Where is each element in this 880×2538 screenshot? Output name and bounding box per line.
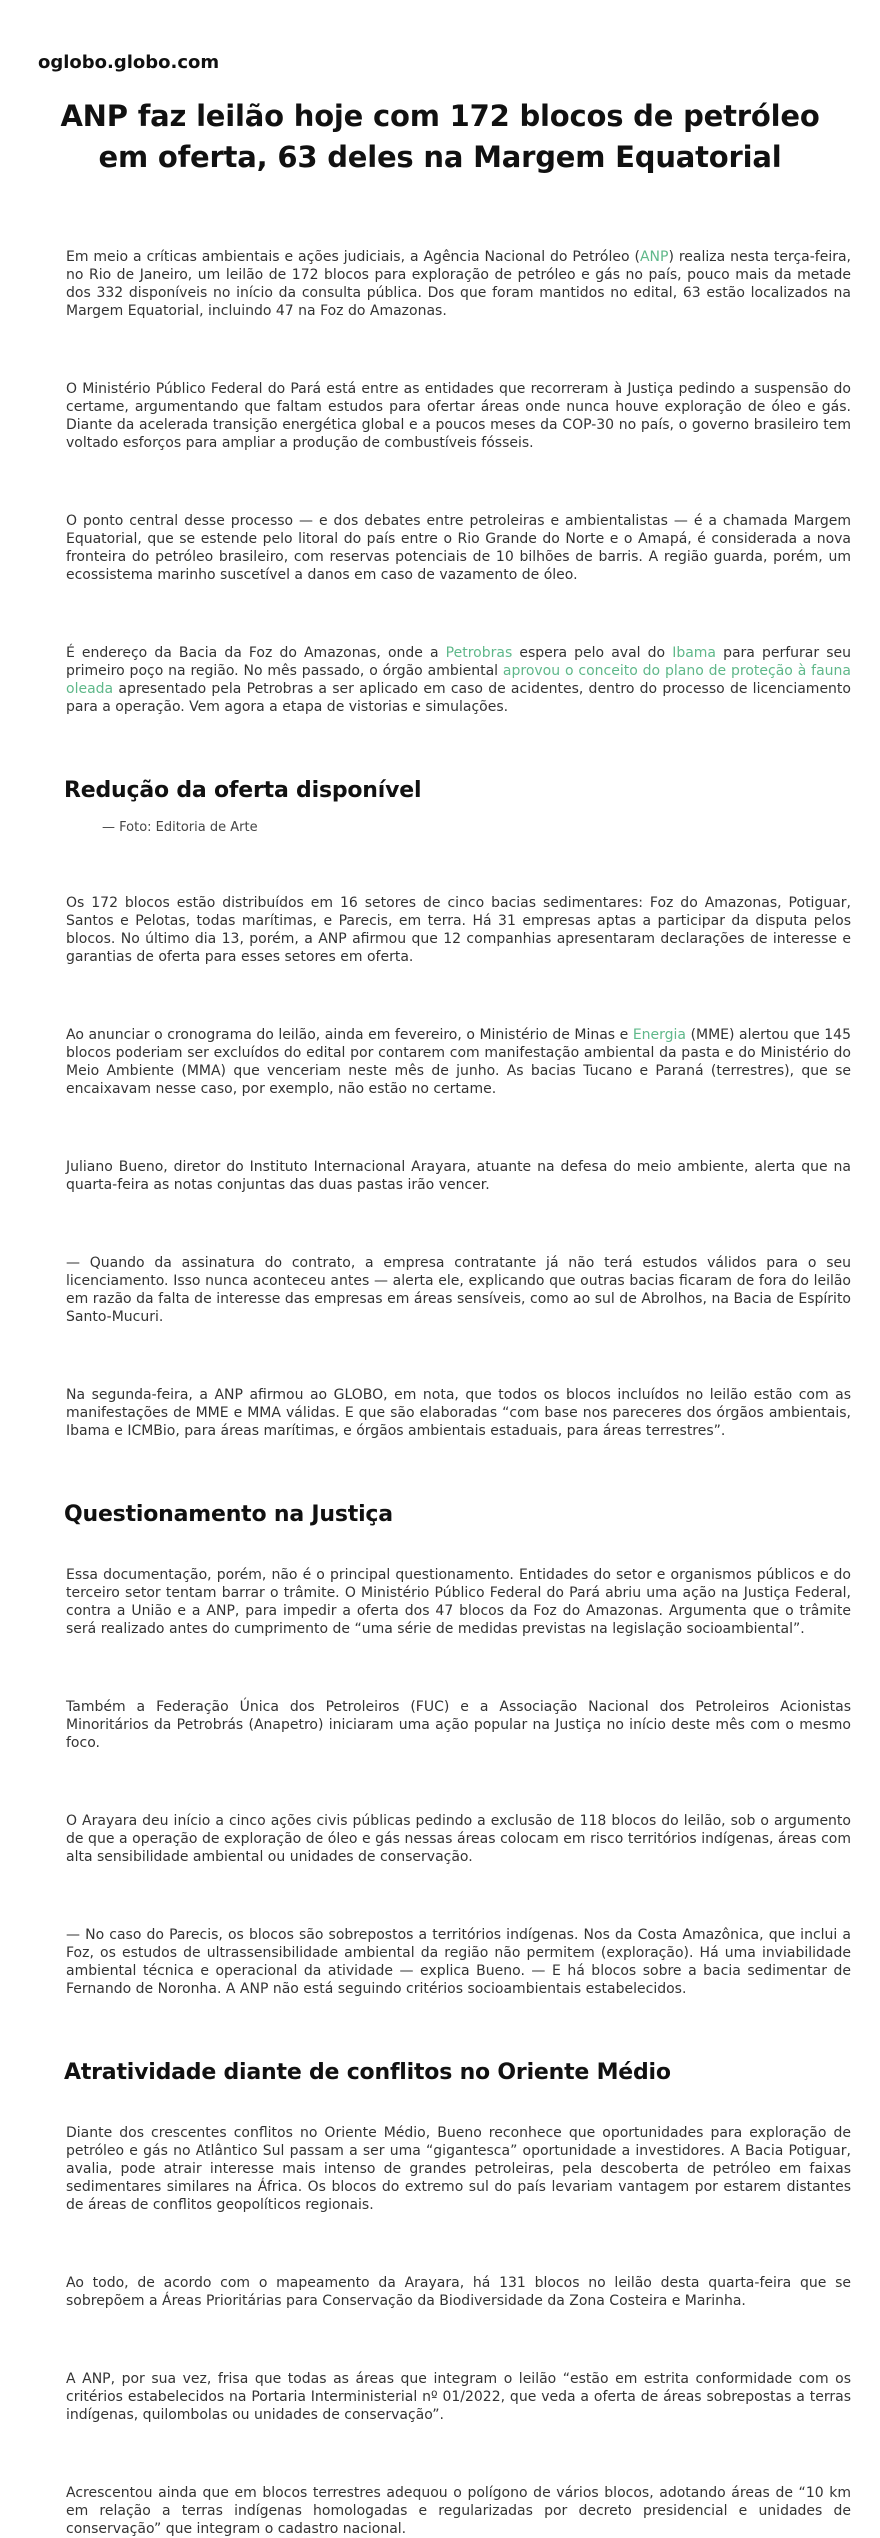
energia-link[interactable]: Energia bbox=[632, 1027, 687, 1043]
article-body bbox=[66, 248, 851, 2538]
article-title: ANP faz leilão hoje com 172 blocos de petróleo em oferta, 63 deles na Margem Equatorial bbox=[60, 99, 820, 174]
paragraph: Essa documentação, porém, não é o principal questionamento. Entidades do setor e organismos públicos e do terceiro setor tentam barrar o trâmite. O Ministério Público Federal do Pará abriu uma ação na Justiça Federal, contra a União e a ANP, para impedir a oferta dos 47 blocos da Foz do Amazonas. Argumenta que o trâmite será realizado antes do cumprimento de “uma série de medidas previstas na legislação socioambiental”. bbox=[66, 1567, 851, 1637]
anp-link[interactable]: ANP bbox=[639, 249, 669, 265]
paragraph: Acrescentou ainda que em blocos terrestres adequou o polígono de vários blocos, adotando áreas de “10 km em relação a terras indígenas homologadas e regularizadas por decreto presidencial e unidades de conservação” que integram o cadastro nacional. bbox=[66, 2485, 851, 2537]
section-heading: Atratividade diante de conflitos no Oriente Médio bbox=[64, 2060, 671, 2085]
paragraph: O Arayara deu início a cinco ações civis públicas pedindo a exclusão de 118 blocos do leilão, sob o argumento de que a operação de exploração de óleo e gás nessas áreas colocam em risco territórios indígenas, áreas com alta sensibilidade ambiental ou unidades de conservação. bbox=[66, 1813, 851, 1865]
paragraph: Também a Federação Única dos Petroleiros (FUC) e a Associação Nacional dos Petroleiros Acionistas Minoritários da Petrobrás (Anapetro) iniciaram uma ação popular na Justiça no início deste mês com o mesmo foco. bbox=[66, 1699, 851, 1751]
paragraph: Ao anunciar o cronograma do leilão, ainda em fevereiro, o Ministério de Minas e Energia (MME) alertou que 145 blocos poderiam ser excluídos do edital por contarem com manifestação ambiental da pasta e do Ministério do Meio Ambiente (MMA) que venceriam neste mês de junho. As bacias Tucano e Paraná (terrestres), que se encaixavam nesse caso, por exemplo, não estão no certame. bbox=[66, 1027, 851, 1097]
paragraph: — Quando da assinatura do contrato, a empresa contratante já não terá estudos válidos para o seu licenciamento. Isso nunca aconteceu antes — alerta ele, explicando que outras bacias ficaram de fora do leilão em razão da falta de interesse das empresas em áreas sensíveis, como ao sul de Abrolhos, na Bacia de Espírito Santo-Mucuri. bbox=[66, 1255, 851, 1325]
paragraph: O Ministério Público Federal do Pará está entre as entidades que recorreram à Justiça pedindo a suspensão do certame, argumentando que faltam estudos para ofertar áreas onde nunca houve exploração de óleo e gás. Diante da acelerada transição energética global e a poucos meses da COP-30 no país, o governo brasileiro tem voltado esforços para ampliar a produção de combustíveis fósseis. bbox=[66, 381, 851, 451]
paragraph: Os 172 blocos estão distribuídos em 16 setores de cinco bacias sedimentares: Foz do Amazonas, Potiguar, Santos e Pelotas, todas marítimas, e Parecis, em terra. Há 31 empresas aptas a participar da disputa pelos blocos. No último dia 13, porém, a ANP afirmou que 12 companhias apresentaram declarações de interesse e garantias de oferta para esses setores em oferta. bbox=[66, 895, 851, 965]
section-heading: Redução da oferta disponível bbox=[64, 778, 422, 803]
ibama-link[interactable]: Ibama bbox=[672, 645, 716, 661]
paragraph: Diante dos crescentes conflitos no Oriente Médio, Bueno reconhece que oportunidades para exploração de petróleo e gás no Atlântico Sul passam a ser uma “gigantesca” oportunidade a investidores. A Bacia Potiguar, avalia, pode atrair interesse mais intenso de grandes petroleiras, pela descoberta de petróleo em faixas sedimentares similares na África. Os blocos do extremo sul do país levariam vantagem por estarem distantes de áreas de conflitos geopolíticos regionais. bbox=[66, 2125, 851, 2213]
petrobras-link[interactable]: Petrobras bbox=[445, 645, 513, 661]
paragraph: — No caso do Parecis, os blocos são sobrepostos a territórios indígenas. Nos da Costa Amazônica, que inclui a Foz, os estudos de ultrassensibilidade ambiental da região não permitem (exploração). Há uma inviabilidade ambiental técnica e operacional da atividade — explica Bueno. — E há blocos sobre a bacia sedimentar de Fernando de Noronha. A ANP não está seguindo critérios socioambientais estabelecidos. bbox=[66, 1927, 851, 1997]
paragraph: A ANP, por sua vez, frisa que todas as áreas que integram o leilão “estão em estrita conformidade com os critérios estabelecidos na Portaria Interministerial nº 01/2022, que veda a oferta de áreas sobrepostas a terras indígenas, quilombolas ou unidades de conservação”. bbox=[66, 2371, 851, 2423]
site-domain: oglobo.globo.com bbox=[38, 52, 220, 73]
image-caption: — Foto: Editoria de Arte bbox=[102, 820, 258, 835]
paragraph: Na segunda-feira, a ANP afirmou ao GLOBO, em nota, que todos os blocos incluídos no leilão estão com as manifestações de MME e MMA válidas. E que são elaboradas “com base nos pareceres dos órgãos ambientais, Ibama e ICMBio, para áreas marítimas, e órgãos ambientais estaduais, para áreas terrestres”. bbox=[66, 1387, 851, 1439]
paragraph: O ponto central desse processo — e dos debates entre petroleiras e ambientalistas — é a chamada Margem Equatorial, que se estende pelo litoral do país entre o Rio Grande do Norte e o Amapá, é considerada a nova fronteira do petróleo brasileiro, com reservas potenciais de 10 bilhões de barris. A região guarda, porém, um ecossistema marinho suscetível a danos em caso de vazamento de óleo. bbox=[66, 513, 851, 583]
paragraph: Ao todo, de acordo com o mapeamento da Arayara, há 131 blocos no leilão desta quarta-feira que se sobrepõem a Áreas Prioritárias para Conservação da Biodiversidade da Zona Costeira e Marinha. bbox=[66, 2275, 851, 2309]
paragraph: Em meio a críticas ambientais e ações judiciais, a Agência Nacional do Petróleo (ANP) realiza nesta terça-feira, no Rio de Janeiro, um leilão de 172 blocos para exploração de petróleo e gás no país, pouco mais da metade dos 332 disponíveis no início da consulta pública. Dos que foram mantidos no edital, 63 estão localizados na Margem Equatorial, incluindo 47 na Foz do Amazonas. bbox=[66, 249, 851, 319]
paragraph: Juliano Bueno, diretor do Instituto Internacional Arayara, atuante na defesa do meio ambiente, alerta que na quarta-feira as notas conjuntas das duas pastas irão vencer. bbox=[66, 1159, 851, 1193]
fauna-plan-link[interactable]: aprovou o conceito do plano de proteção à fauna oleada bbox=[66, 663, 851, 697]
paragraph: É endereço da Bacia da Foz do Amazonas, onde a Petrobras espera pelo aval do Ibama para perfurar seu primeiro poço na região. No mês passado, o órgão ambiental aprovou o conceito do plano de proteção à fauna oleada apresentado pela Petrobras a ser aplicado em caso de acidentes, dentro do processo de licenciamento para a operação. Vem agora a etapa de vistorias e simulações. bbox=[66, 645, 851, 715]
section-heading: Questionamento na Justiça bbox=[64, 1502, 393, 1527]
